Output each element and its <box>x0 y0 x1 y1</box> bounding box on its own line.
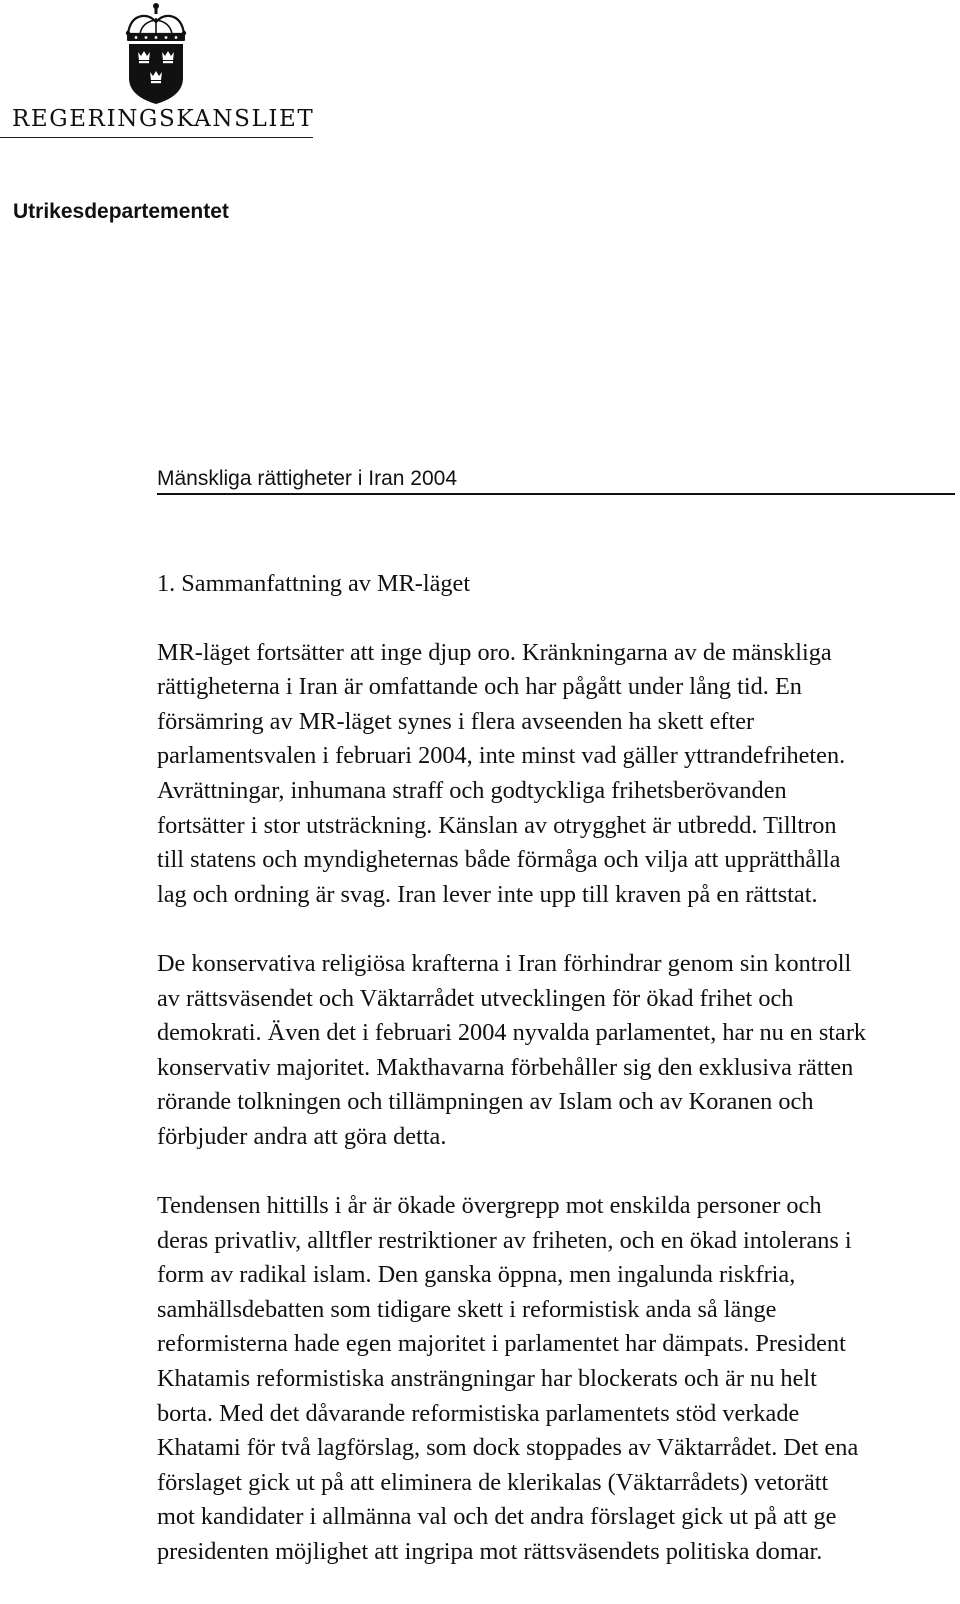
department-name: Utrikesdepartementet <box>13 200 229 223</box>
text-line: samhällsdebatten som tidigare skett i reformistisk anda så länge <box>157 1295 777 1323</box>
document-body <box>157 567 957 1604</box>
text-line: förslaget gick ut på att eliminera de klerikalas (Väktarrådets) vetorätt <box>157 1468 829 1496</box>
text-line: mot kandidater i allmänna val och det andra förslaget gick ut på att ge <box>157 1503 837 1531</box>
text-line: Khatamis reformistiska ansträngningar har blockerats och är nu helt <box>157 1365 817 1393</box>
paragraph-3 <box>157 1189 957 1570</box>
text-line: Tendensen hittills i år är ökade övergrepp mot enskilda personer och <box>157 1192 822 1220</box>
text-line: parlamentsvalen i februari 2004, inte minst vad gäller yttrandefriheten. <box>157 742 846 770</box>
text-line: konservativ majoritet. Makthavarna förbehåller sig den exklusiva rätten <box>157 1053 854 1081</box>
text-line: rörande tolkningen och tillämpningen av Islam och av Koranen och <box>157 1088 814 1116</box>
text-line: demokrati. Även det i februari 2004 nyvalda parlamentet, har nu en stark <box>157 1019 867 1047</box>
text-line: till statens och myndigheternas både förmåga och vilja att upprätthålla <box>157 846 841 874</box>
text-line: deras privatliv, alltfler restriktioner av friheten, och en ökad intolerans i <box>157 1226 852 1254</box>
title-divider <box>157 493 955 495</box>
logo-wordmark: REGERINGSKANSLIET <box>12 106 315 132</box>
text-line: av rättsväsendet och Väktarrådet utvecklingen för ökad frihet och <box>157 984 794 1012</box>
logo-divider <box>0 137 313 138</box>
text-line: borta. Med det dåvarande reformistiska parlamentets stöd verkade <box>157 1399 800 1427</box>
text-line: MR-läget fortsätter att inge djup oro. Kränkningarna av de mänskliga <box>157 638 832 666</box>
text-line: rättigheterna i Iran är omfattande och har pågått under lång tid. En <box>157 673 802 701</box>
section-heading: 1. Sammanfattning av MR-läget <box>157 570 471 597</box>
text-line: fortsätter i stor utsträckning. Känslan av otrygghet är utbredd. Tilltron <box>157 811 837 839</box>
text-line: förbjuder andra att göra detta. <box>157 1122 447 1150</box>
text-line: De konservativa religiösa krafterna i Iran förhindrar genom sin kontroll <box>157 949 852 977</box>
text-line: Khatami för två lagförslag, som dock stoppades av Väktarrådet. Det ena <box>157 1434 859 1462</box>
text-line: lag och ordning är svag. Iran lever inte upp till kraven på en rättstat. <box>157 880 818 908</box>
paragraph-1 <box>157 636 957 913</box>
paragraph-2 <box>157 947 957 1155</box>
text-line: form av radikal islam. Den ganska öppna, men ingalunda riskfria, <box>157 1261 796 1289</box>
text-line: reformisterna hade egen majoritet i parlamentet har dämpats. President <box>157 1330 846 1358</box>
text-line: Avrättningar, inhumana straff och godtyckliga frihetsberövanden <box>157 776 787 804</box>
text-line: presidenten möjlighet att ingripa mot rättsväsendets politiska domar. <box>157 1538 823 1566</box>
government-logo <box>0 0 315 142</box>
crown-shield-emblem-icon <box>0 0 315 110</box>
text-line: försämring av MR-läget synes i flera avseenden ha skett efter <box>157 707 755 735</box>
document-title: Mänskliga rättigheter i Iran 2004 <box>157 467 457 490</box>
